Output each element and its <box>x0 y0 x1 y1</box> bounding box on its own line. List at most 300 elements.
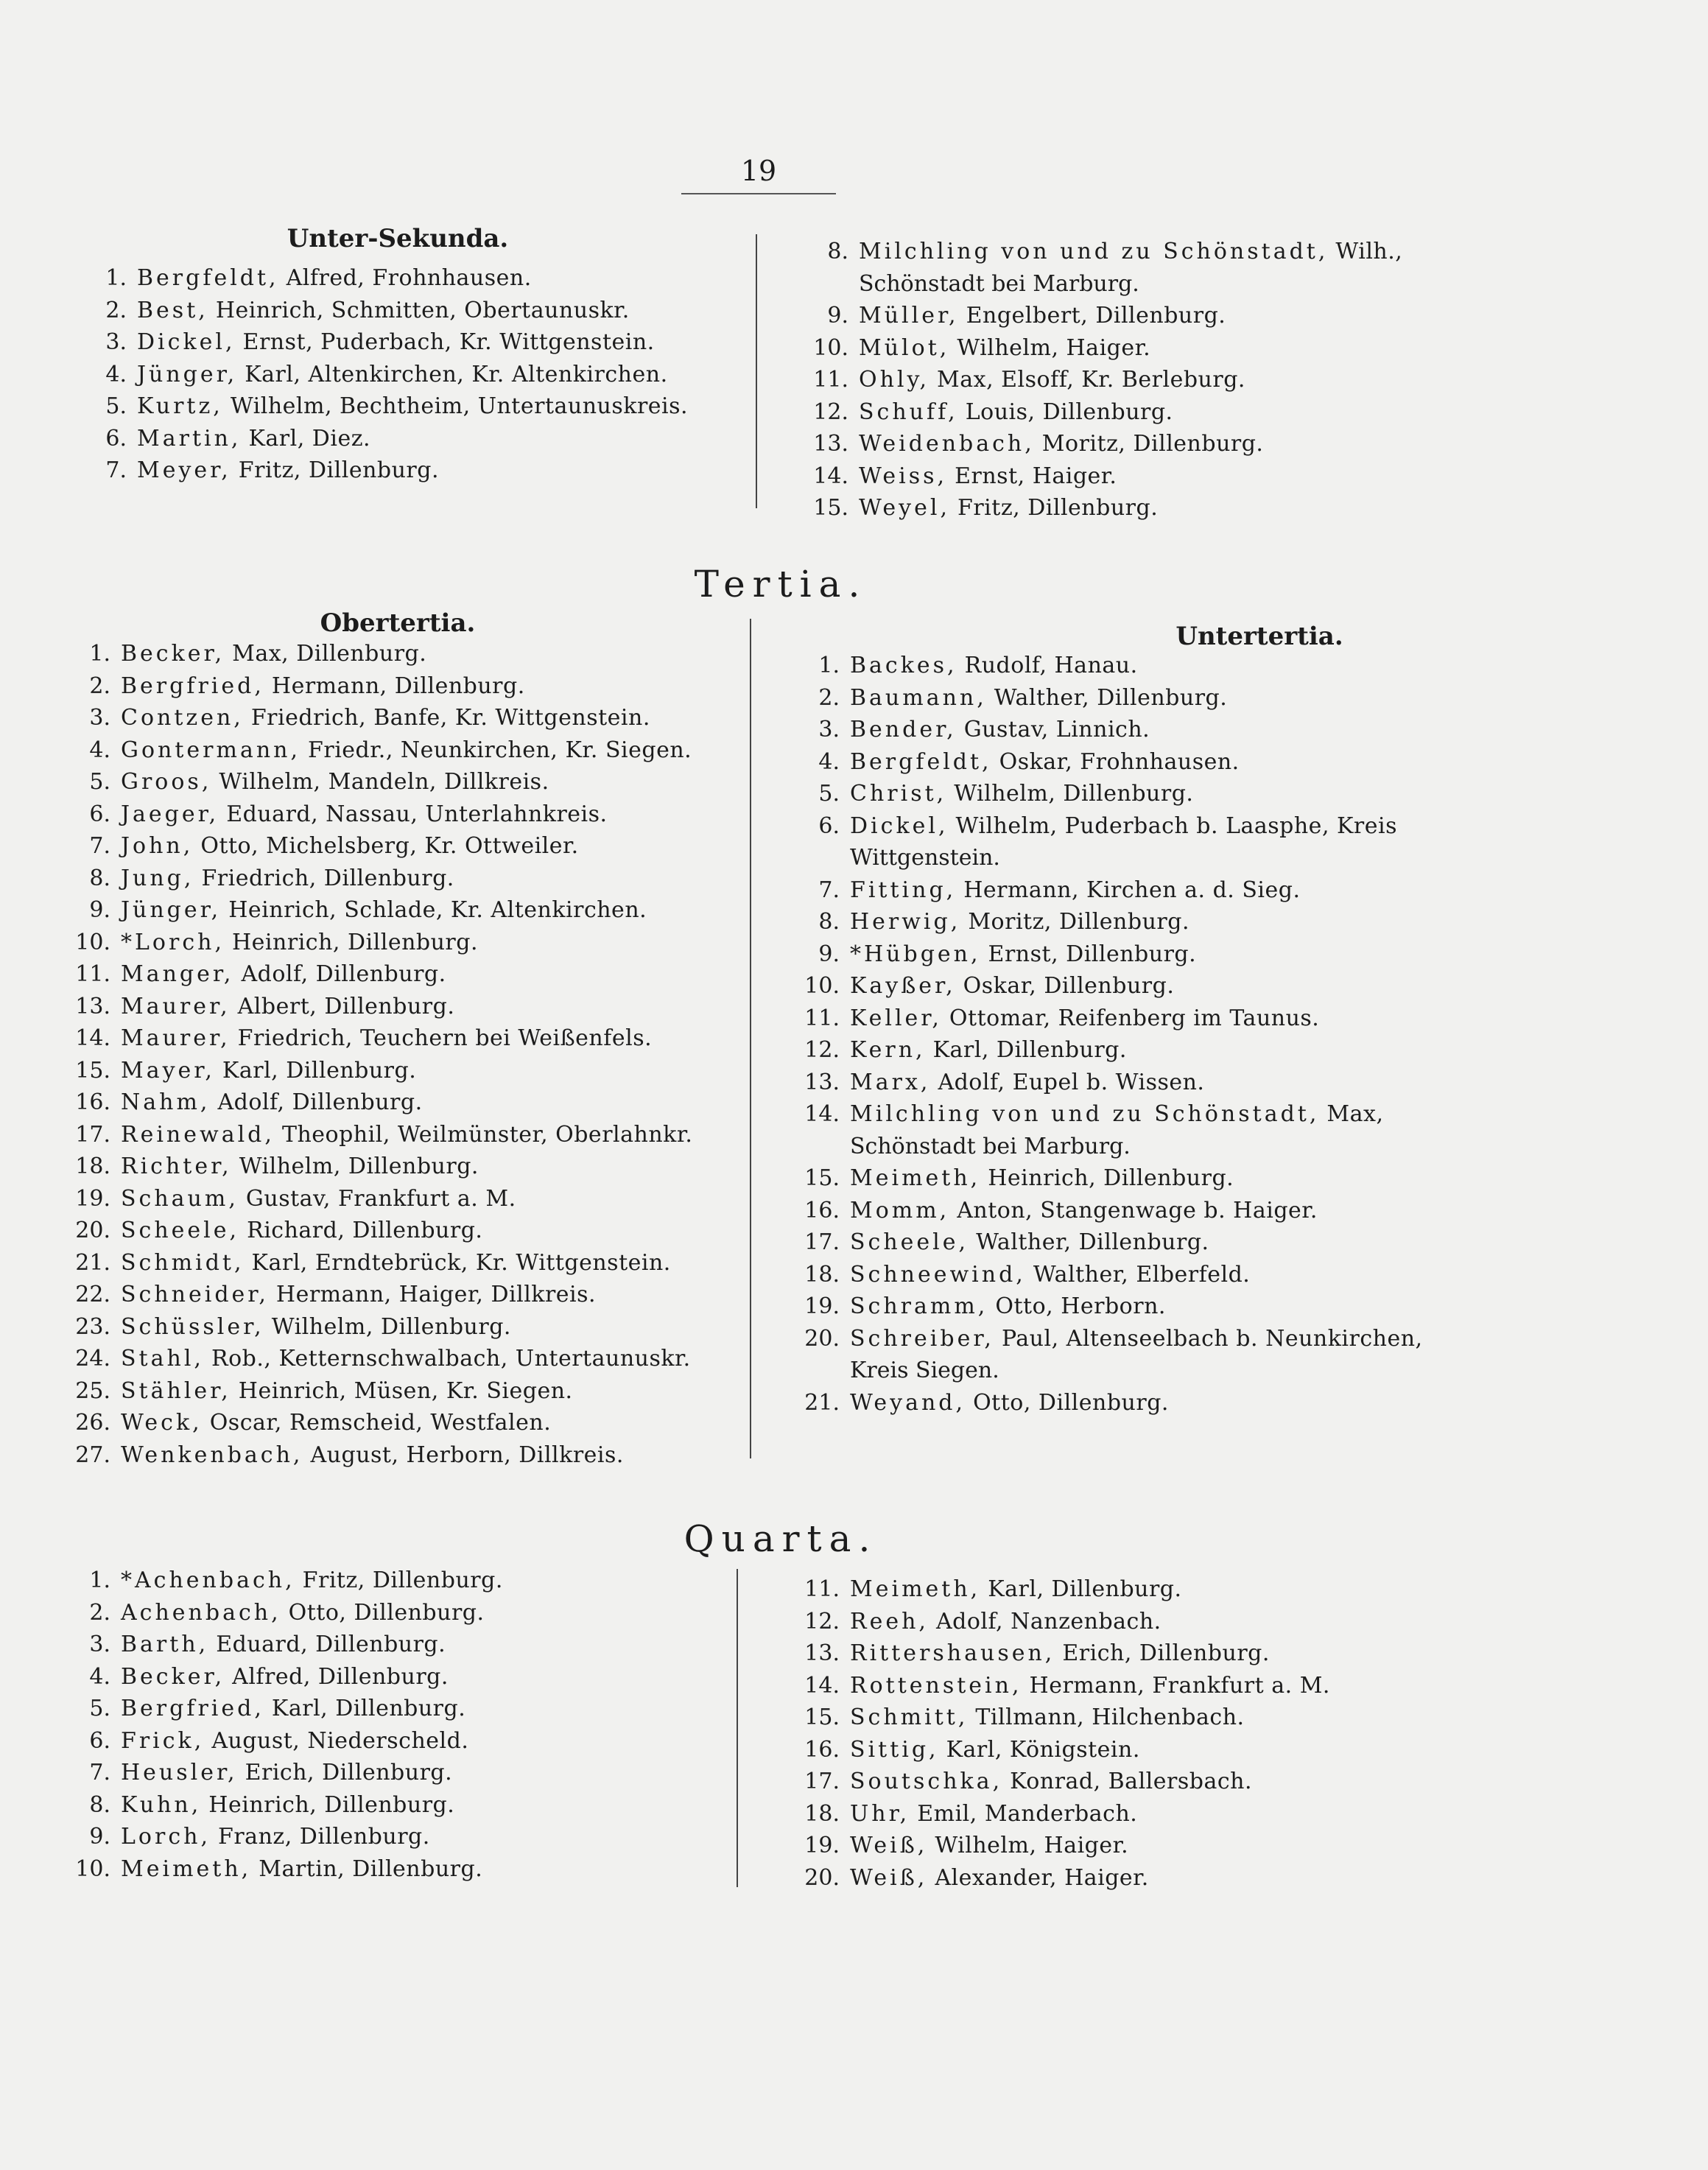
list-item <box>787 874 1423 907</box>
entry-surname: Schüssler, <box>121 1313 264 1340</box>
entry-details: Louis, Dillenburg. <box>957 398 1173 425</box>
list-item <box>787 1387 1423 1419</box>
entry-details: Karl, Dillenburg. <box>980 1576 1182 1602</box>
entry-number: 9. <box>89 1824 110 1850</box>
list-item <box>74 359 688 391</box>
entry-surname: Jünger, <box>121 897 222 923</box>
entry-surname: John, <box>121 833 194 859</box>
entry-details: Friedrich, Teuchern bei Weißenfels. <box>230 1025 653 1051</box>
entry-details: Friedr., Neunkirchen, Kr. Siegen. <box>301 737 692 763</box>
entry-continuation <box>787 1355 1423 1387</box>
list-item <box>57 958 692 991</box>
entry-number: 4. <box>818 748 840 775</box>
entry-continuation <box>787 1131 1423 1163</box>
entry-surname: Milchling von und zu Schönstadt, <box>850 1101 1320 1127</box>
entry-number: 2. <box>818 684 840 711</box>
entry-number: 9. <box>818 941 840 967</box>
entry-number: 5. <box>89 1696 110 1721</box>
entry-surname: Backes, <box>850 653 957 678</box>
entry-number: 16. <box>75 1089 110 1115</box>
entry-details: Ernst, Puderbach, Kr. Wittgenstein. <box>235 329 655 355</box>
entry-number: 4. <box>89 737 110 763</box>
entry-details: Otto, Herborn. <box>988 1293 1166 1319</box>
list-item <box>787 1766 1330 1798</box>
entry-number: 2. <box>105 297 127 323</box>
list-item <box>795 236 1402 268</box>
entry-surname: Mülot, <box>859 334 950 361</box>
entry-surname: *Lorch, <box>121 929 225 955</box>
entry-number: 19. <box>804 1833 840 1858</box>
entry-details: Max, Elsoff, Kr. Berleburg. <box>929 367 1245 393</box>
list-item <box>787 1862 1330 1895</box>
entry-number: 19. <box>804 1293 840 1319</box>
entry-details: Fritz, Dillenburg. <box>231 457 440 483</box>
entry-number: 3. <box>818 717 840 742</box>
entry-details: Karl, Dillenburg. <box>214 1057 417 1084</box>
list-item <box>57 1693 503 1725</box>
list-item <box>787 1226 1423 1259</box>
entry-number: 7. <box>105 457 127 483</box>
list-item <box>57 1407 692 1439</box>
entry-surname: Sittig, <box>850 1736 939 1763</box>
list-item <box>787 1162 1423 1195</box>
entry-number: 10. <box>804 973 840 999</box>
list-item <box>787 1098 1423 1131</box>
entry-details: Eduard, Dillenburg. <box>208 1632 446 1657</box>
entry-number: 10. <box>75 1855 110 1882</box>
entry-number: 17. <box>804 1769 840 1794</box>
entry-surname: *Achenbach, <box>121 1567 295 1593</box>
entry-details: Heinrich, Schlade, Kr. Altenkirchen. <box>221 897 647 923</box>
list-item <box>57 1279 692 1311</box>
entry-number: 1. <box>89 1567 110 1593</box>
entry-number: 7. <box>89 1760 110 1785</box>
entry-details: Paul, Altenseelbach b. Neunkirchen, <box>994 1325 1423 1352</box>
entry-surname: Weiß, <box>850 1864 928 1891</box>
unter-sekunda-list-right <box>795 236 1402 524</box>
list-item <box>787 682 1423 714</box>
entry-details: Fritz, Dillenburg. <box>949 495 1159 521</box>
entry-number: 17. <box>75 1121 110 1148</box>
entry-surname: Kurtz, <box>137 393 223 419</box>
entry-number: 7. <box>89 833 110 859</box>
list-item <box>787 1798 1330 1830</box>
entry-details: Oscar, Remscheid, Westfalen. <box>202 1410 552 1436</box>
quarta-divider <box>737 1569 738 1887</box>
entry-details: Friedrich, Banfe, Kr. Wittgenstein. <box>243 705 650 731</box>
entry-continuation-text: Schönstadt bei Marburg. <box>850 1133 1131 1159</box>
list-item <box>57 863 692 895</box>
entry-details: Gustav, Linnich. <box>956 717 1150 742</box>
entry-details: Wilhelm, Dillenburg. <box>264 1313 511 1340</box>
entry-details: Theophil, Weilmünster, Oberlahnkr. <box>274 1121 693 1148</box>
entry-number: 14. <box>75 1025 110 1051</box>
entry-surname: Soutschka, <box>850 1769 1003 1794</box>
entry-surname: Weyand, <box>850 1389 966 1416</box>
entry-number: 2. <box>89 673 110 699</box>
entry-number: 12. <box>813 398 848 425</box>
list-item <box>787 1034 1423 1067</box>
entry-details: Erich, Dillenburg. <box>1055 1640 1270 1666</box>
entry-details: Ernst, Dillenburg. <box>980 941 1197 967</box>
entry-details: Martin, Dillenburg. <box>251 1855 483 1882</box>
entry-number: 8. <box>89 865 110 891</box>
entry-surname: Milchling von und zu Schönstadt, <box>859 239 1329 264</box>
entry-surname: Maurer, <box>121 993 231 1019</box>
entry-details: Heinrich, Dillenburg. <box>201 1791 455 1818</box>
entry-details: Gustav, Frankfurt a. M. <box>238 1185 516 1212</box>
entry-number: 6. <box>89 1727 110 1754</box>
entry-number: 16. <box>804 1736 840 1763</box>
entry-surname: Achenbach, <box>121 1599 281 1626</box>
entry-details: Otto, Dillenburg. <box>966 1389 1169 1416</box>
entry-surname: Kuhn, <box>121 1791 202 1818</box>
entry-number: 9. <box>827 303 848 329</box>
entry-number: 13. <box>813 431 848 457</box>
entry-details: Alfred, Dillenburg. <box>225 1663 449 1690</box>
list-item <box>787 970 1423 1003</box>
list-item <box>57 798 692 831</box>
entry-details: Moritz, Dillenburg. <box>1034 431 1264 457</box>
entry-surname: Bender, <box>850 717 957 742</box>
entry-number: 10. <box>813 334 848 361</box>
entry-details: Heinrich, Dillenburg. <box>980 1165 1234 1191</box>
entry-surname: Kayßer, <box>850 973 956 999</box>
list-item <box>795 332 1402 365</box>
entry-surname: Schmitt, <box>850 1704 969 1730</box>
entry-surname: Bergfried, <box>121 1696 264 1721</box>
entry-surname: *Hübgen, <box>850 941 981 967</box>
entry-number: 12. <box>804 1608 840 1634</box>
list-item <box>74 390 688 423</box>
unter-sekunda-divider <box>756 234 757 508</box>
list-item <box>787 778 1423 810</box>
entry-number: 1. <box>89 641 110 667</box>
entry-details: Wilhelm, Dillenburg. <box>231 1154 479 1179</box>
entry-details: Adolf, Nanzenbach. <box>928 1608 1161 1634</box>
entry-number: 2. <box>89 1599 110 1626</box>
entry-number: 15. <box>75 1057 110 1084</box>
list-item <box>57 1247 692 1279</box>
entry-surname: Heusler, <box>121 1760 238 1785</box>
entry-number: 15. <box>813 495 848 521</box>
list-item <box>74 262 688 295</box>
entry-number: 3. <box>89 1632 110 1657</box>
entry-details: Oskar, Dillenburg. <box>955 973 1175 999</box>
entry-details: Karl, Königstein. <box>938 1736 1140 1763</box>
list-item <box>57 702 692 734</box>
entry-number: 22. <box>75 1282 110 1307</box>
list-item <box>57 1661 503 1693</box>
unter-sekunda-heading: Unter-Sekunda. <box>287 224 509 253</box>
list-item <box>57 1086 692 1119</box>
entry-details: Wilhelm, Dillenburg. <box>946 781 1194 807</box>
entry-number: 6. <box>105 425 127 452</box>
entry-surname: Groos, <box>121 769 212 795</box>
entry-details: Hermann, Kirchen a. d. Sieg. <box>956 877 1301 903</box>
list-item <box>57 638 692 670</box>
list-item <box>795 364 1402 396</box>
entry-number: 4. <box>89 1663 110 1690</box>
entry-number: 14. <box>804 1101 840 1127</box>
entry-details: Alexander, Haiger. <box>927 1864 1149 1891</box>
list-item <box>57 1215 692 1247</box>
entry-number: 12. <box>804 1037 840 1063</box>
entry-surname: Weiss, <box>859 463 948 489</box>
entry-number: 18. <box>804 1261 840 1288</box>
entry-surname: Herwig, <box>850 909 961 935</box>
list-item <box>787 714 1423 746</box>
entry-number: 27. <box>75 1442 110 1468</box>
entry-surname: Martin, <box>137 425 242 452</box>
entry-details: Ottomar, Reifenberg im Taunus. <box>941 1005 1320 1031</box>
entry-details: Otto, Michelsberg, Kr. Ottweiler. <box>193 833 579 859</box>
entry-surname: Meimeth, <box>121 1855 252 1882</box>
entry-surname: Meimeth, <box>850 1576 981 1602</box>
indent-spacer <box>795 268 859 301</box>
list-item <box>787 1323 1423 1355</box>
obertertia-heading: Obertertia. <box>320 608 476 638</box>
list-item <box>57 766 692 798</box>
entry-surname: Meimeth, <box>850 1165 981 1191</box>
entry-details: Walther, Dillenburg. <box>986 684 1228 711</box>
entry-details: Karl, Dillenburg. <box>925 1037 1127 1063</box>
list-item <box>57 894 692 927</box>
entry-details: Adolf, Dillenburg. <box>210 1089 423 1115</box>
entry-number: 20. <box>75 1218 110 1243</box>
entry-details: Fritz, Dillenburg. <box>295 1567 503 1593</box>
entry-number: 24. <box>75 1346 110 1372</box>
entry-surname: Richter, <box>121 1154 232 1179</box>
entry-surname: Schneewind, <box>850 1261 1026 1288</box>
entry-number: 3. <box>89 705 110 731</box>
entry-details: Otto, Dillenburg. <box>281 1599 485 1626</box>
entry-number: 7. <box>818 877 840 903</box>
entry-surname: Christ, <box>850 781 947 807</box>
entry-number: 8. <box>818 909 840 935</box>
list-item <box>787 1067 1423 1099</box>
list-item <box>57 1151 692 1183</box>
entry-surname: Keller, <box>850 1005 942 1031</box>
entry-details: Karl, Altenkirchen, Kr. Altenkirchen. <box>237 361 668 387</box>
list-item <box>787 1830 1330 1862</box>
entry-surname: Scheele, <box>121 1218 240 1243</box>
list-item <box>74 454 688 487</box>
quarta-heading: Quarta. <box>683 1517 878 1560</box>
list-item <box>57 1597 503 1629</box>
entry-details: Wilhelm, Mandeln, Dillkreis. <box>211 769 549 795</box>
entry-details: Konrad, Ballersbach. <box>1002 1769 1252 1794</box>
entry-surname: Schaum, <box>121 1185 239 1212</box>
entry-details: Heinrich, Schmitten, Obertaunuskr. <box>208 297 630 323</box>
entry-surname: Weiß, <box>850 1833 928 1858</box>
entry-surname: Scheele, <box>850 1229 969 1255</box>
entry-number: 5. <box>818 781 840 807</box>
entry-surname: Gontermann, <box>121 737 301 763</box>
list-item <box>787 1702 1330 1734</box>
entry-details: Wilhelm, Puderbach b. Laasphe, Kreis <box>948 812 1398 839</box>
entry-surname: Jaeger, <box>121 801 219 827</box>
list-item <box>57 1725 503 1758</box>
entry-details: Anton, Stangenwage b. Haiger. <box>949 1197 1318 1223</box>
list-item <box>57 670 692 703</box>
entry-number: 21. <box>804 1389 840 1416</box>
entry-number: 15. <box>804 1165 840 1191</box>
entry-details: Oskar, Frohnhausen. <box>991 748 1240 775</box>
entry-details: Eduard, Nassau, Unterlahnkreis. <box>219 801 608 827</box>
entry-surname: Weyel, <box>859 495 950 521</box>
entry-details: August, Herborn, Dillkreis. <box>303 1442 624 1468</box>
entry-details: Ernst, Haiger. <box>947 463 1117 489</box>
entry-surname: Jung, <box>121 865 194 891</box>
page-number-rule <box>681 193 836 194</box>
list-item <box>57 830 692 863</box>
entry-number: 17. <box>804 1229 840 1255</box>
entry-number: 13. <box>804 1640 840 1666</box>
entry-details: Karl, Diez. <box>241 425 371 452</box>
entry-number: 20. <box>804 1325 840 1352</box>
entry-details: Franz, Dillenburg. <box>210 1824 430 1850</box>
list-item <box>787 810 1423 843</box>
page-number: 19 <box>740 155 777 187</box>
entry-continuation-text: Schönstadt bei Marburg. <box>859 270 1139 297</box>
entry-surname: Frick, <box>121 1727 205 1754</box>
list-item <box>57 1375 692 1408</box>
entry-continuation <box>787 842 1423 874</box>
list-item <box>57 1853 503 1886</box>
list-item <box>787 1734 1330 1766</box>
entry-surname: Becker, <box>121 641 225 667</box>
entry-surname: Manger, <box>121 961 234 987</box>
entry-surname: Maurer, <box>121 1025 231 1051</box>
entry-details: Emil, Manderbach. <box>910 1800 1138 1827</box>
entry-details: Wilh., <box>1328 239 1403 264</box>
entry-surname: Becker, <box>121 1663 225 1690</box>
entry-details: Wilhelm, Bechtheim, Untertaunuskreis. <box>222 393 689 419</box>
entry-details: Karl, Dillenburg. <box>264 1696 466 1721</box>
entry-details: Heinrich, Dillenburg. <box>224 929 479 955</box>
entry-surname: Contzen, <box>121 705 244 731</box>
entry-details: Erich, Dillenburg. <box>237 1760 453 1785</box>
entry-number: 19. <box>75 1185 110 1212</box>
entry-details: Heinrich, Müsen, Kr. Siegen. <box>231 1377 573 1404</box>
list-item <box>57 734 692 767</box>
entry-surname: Stähler, <box>121 1377 231 1404</box>
list-item <box>57 1311 692 1344</box>
list-item <box>57 1343 692 1375</box>
entry-surname: Schreiber, <box>850 1325 994 1352</box>
entry-surname: Schneider, <box>121 1282 269 1307</box>
entry-details: Wilhelm, Haiger. <box>949 334 1151 361</box>
list-item <box>57 1055 692 1087</box>
list-item <box>795 492 1402 524</box>
entry-number: 4. <box>105 361 127 387</box>
list-item <box>787 1003 1423 1035</box>
entry-surname: Fitting, <box>850 877 957 903</box>
entry-surname: Reeh, <box>850 1608 929 1634</box>
list-item <box>787 1259 1423 1291</box>
entry-surname: Momm, <box>850 1197 950 1223</box>
list-item <box>74 326 688 359</box>
entry-surname: Mayer, <box>121 1057 215 1084</box>
entry-surname: Bergfried, <box>121 673 264 699</box>
entry-number: 23. <box>75 1313 110 1340</box>
entry-surname: Barth, <box>121 1632 209 1657</box>
untertertia-heading: Untertertia. <box>1175 622 1343 651</box>
entry-details: Moritz, Dillenburg. <box>960 909 1189 935</box>
entry-details: Hermann, Dillenburg. <box>264 673 525 699</box>
entry-number: 6. <box>818 812 840 839</box>
entry-number: 11. <box>813 367 848 393</box>
entry-surname: Marx, <box>850 1069 931 1095</box>
entry-surname: Rittershausen, <box>850 1640 1055 1666</box>
entry-continuation-text: Wittgenstein. <box>850 845 1000 871</box>
list-item <box>787 1195 1423 1227</box>
list-item <box>787 650 1423 682</box>
entry-surname: Ohly, <box>859 367 930 393</box>
entry-surname: Stahl, <box>121 1346 204 1372</box>
list-item <box>787 1637 1330 1670</box>
indent-spacer <box>787 1355 850 1387</box>
entry-details: Rudolf, Hanau. <box>957 653 1138 678</box>
entry-number: 13. <box>75 993 110 1019</box>
entry-surname: Weidenbach, <box>859 431 1035 457</box>
entry-number: 25. <box>75 1377 110 1404</box>
entry-surname: Kern, <box>850 1037 926 1063</box>
list-item <box>795 428 1402 460</box>
entry-number: 16. <box>804 1197 840 1223</box>
entry-details: Hermann, Frankfurt a. M. <box>1022 1672 1330 1699</box>
entry-details: Walther, Dillenburg. <box>969 1229 1209 1255</box>
entry-number: 8. <box>89 1791 110 1818</box>
entry-number: 3. <box>105 329 127 355</box>
entry-number: 11. <box>804 1005 840 1031</box>
list-item <box>74 295 688 327</box>
entry-number: 9. <box>89 897 110 923</box>
indent-spacer <box>787 1131 850 1163</box>
entry-details: Walther, Elberfeld. <box>1025 1261 1251 1288</box>
entry-continuation-text: Kreis Siegen. <box>850 1358 999 1383</box>
entry-details: Max, Dillenburg. <box>225 641 427 667</box>
entry-surname: Reinewald, <box>121 1121 275 1148</box>
list-item <box>57 1119 692 1151</box>
entry-number: 11. <box>804 1576 840 1602</box>
list-item <box>787 746 1423 779</box>
entry-details: Rob., Ketternschwalbach, Untertaunuskr. <box>203 1346 691 1372</box>
list-item <box>57 1789 503 1822</box>
entry-number: 10. <box>75 929 110 955</box>
entry-surname: Lorch, <box>121 1824 211 1850</box>
list-item <box>57 1183 692 1215</box>
list-item <box>57 1629 503 1661</box>
list-item <box>787 1573 1330 1606</box>
entry-surname: Schuff, <box>859 398 958 425</box>
list-item <box>57 927 692 959</box>
entry-details: Karl, Erndtebrück, Kr. Wittgenstein. <box>244 1249 671 1276</box>
entry-number: 1. <box>818 653 840 678</box>
entry-details: Engelbert, Dillenburg. <box>958 303 1226 329</box>
entry-surname: Wenkenbach, <box>121 1442 303 1468</box>
list-item <box>795 460 1402 493</box>
list-item <box>57 1439 692 1472</box>
entry-surname: Schmidt, <box>121 1249 245 1276</box>
entry-details: Alfred, Frohnhausen. <box>278 265 532 291</box>
entry-surname: Jünger, <box>137 361 238 387</box>
list-item <box>795 396 1402 429</box>
entry-surname: Uhr, <box>850 1800 910 1827</box>
entry-details: Max, <box>1319 1101 1384 1127</box>
entry-number: 1. <box>105 265 127 291</box>
